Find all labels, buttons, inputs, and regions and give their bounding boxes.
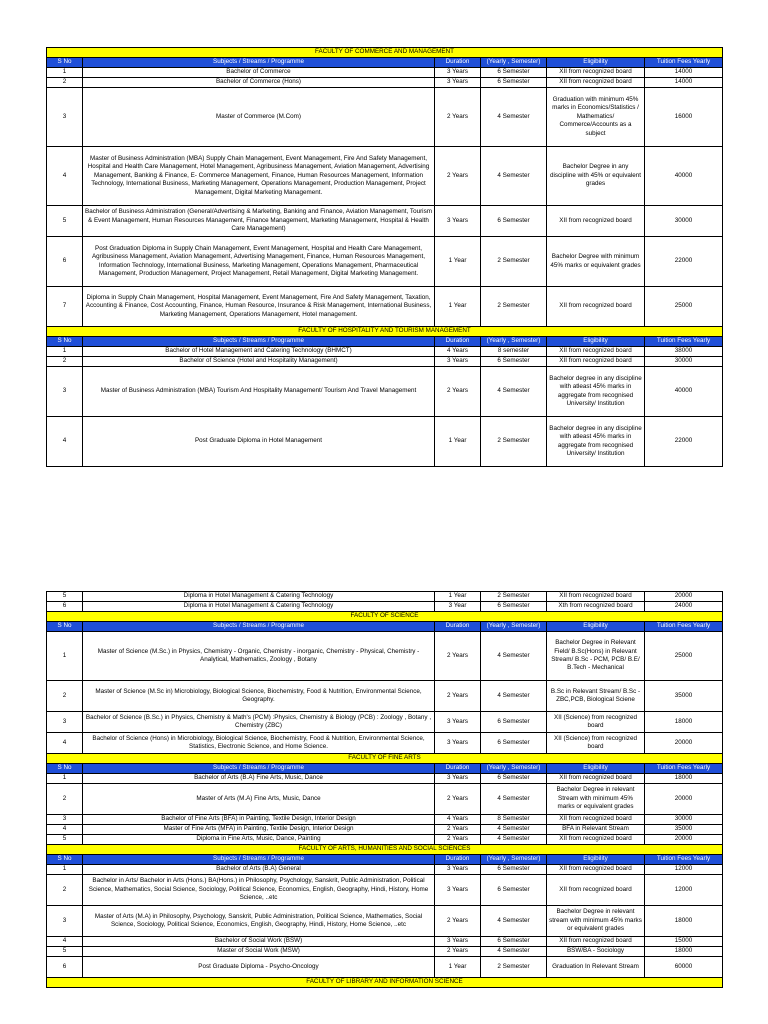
sno-cell: 4 [47,825,83,835]
duration-cell: 2 Years [435,632,481,681]
column-header-eligibility: Eligibility [547,337,645,347]
duration-cell: 2 Years [435,147,481,206]
duration-cell: 3 Years [435,875,481,906]
semester-cell: 6 Semester [481,733,547,754]
programme-cell: Bachelor of Fine Arts (BFA) in Painting, Textile Design, Interior Design [83,815,435,825]
sno-cell: 3 [47,712,83,733]
faculty-heading-row [47,327,723,337]
column-header-row [47,337,723,347]
column-header-subjects: Subjects / Streams / Programme [83,58,435,68]
semester-cell: 4 Semester [481,947,547,957]
programme-cell: Diploma in Hotel Management & Catering Technology [83,602,435,612]
table-row [47,88,723,147]
eligibility-cell: XII (Science) from recognized board [547,733,645,754]
semester-cell: 4 Semester [481,906,547,937]
column-header-duration: Duration [435,337,481,347]
semester-cell: 4 Semester [481,367,547,417]
sno-cell: 1 [47,865,83,875]
sno-cell: 5 [47,947,83,957]
fees-cell: 30000 [645,357,723,367]
duration-cell: 3 Years [435,733,481,754]
duration-cell: 1 Year [435,417,481,467]
table-row [47,865,723,875]
fees-cell: 20000 [645,784,723,815]
eligibility-cell: Graduation with minimum 45% marks in Economics/Statistics / Mathematics/ Commerce/Accounts as a subject [547,88,645,147]
fees-cell: 18000 [645,906,723,937]
table-row [47,774,723,784]
duration-cell: 1 Year [435,237,481,287]
eligibility-cell: Bachelor degree in any discipline with atleast 45% marks in aggregate from recognised University/ Institution [547,367,645,417]
semester-cell: 4 Semester [481,825,547,835]
column-header-semester: (Yearly , Semester) [481,337,547,347]
duration-cell: 2 Years [435,906,481,937]
duration-cell: 3 Years [435,206,481,237]
sno-cell: 2 [47,357,83,367]
programme-cell: Bachelor of Social Work (BSW) [83,937,435,947]
semester-cell: 8 Semester [481,815,547,825]
semester-cell: 6 Semester [481,357,547,367]
sno-cell: 2 [47,784,83,815]
programme-cell: Diploma in Fine Arts, Music, Dance, Painting [83,835,435,845]
fees-cell: 35000 [645,825,723,835]
eligibility-cell: XII (Science) from recognized board [547,712,645,733]
semester-cell: 6 Semester [481,78,547,88]
faculty-title: FACULTY OF HOSPITALITY AND TOURISM MANAGEMENT [47,327,723,337]
duration-cell: 3 Year [435,602,481,612]
semester-cell: 6 Semester [481,206,547,237]
duration-cell: 3 Years [435,712,481,733]
table-row [47,957,723,978]
faculty-title: FACULTY OF COMMERCE AND MANAGEMENT [47,48,723,58]
table-row [47,237,723,287]
fees-cell: 18000 [645,712,723,733]
sno-cell: 1 [47,68,83,78]
faculty-heading-row [47,754,723,764]
sno-cell: 3 [47,88,83,147]
semester-cell: 6 Semester [481,774,547,784]
semester-cell: 2 Semester [481,237,547,287]
sno-cell: 3 [47,906,83,937]
column-header-duration: Duration [435,58,481,68]
programme-cell: Master of Fine Arts (MFA) in Painting, Textile Design, Interior Design [83,825,435,835]
duration-cell: 4 Years [435,347,481,357]
fees-cell: 12000 [645,875,723,906]
column-header-sno: S No [47,855,83,865]
column-header-eligibility: Eligibility [547,58,645,68]
semester-cell: 4 Semester [481,784,547,815]
duration-cell: 3 Years [435,774,481,784]
fees-cell: 15000 [645,937,723,947]
table-row [47,602,723,612]
eligibility-cell: XII from recognized board [547,815,645,825]
column-header-row [47,855,723,865]
column-header-row [47,58,723,68]
sno-cell: 2 [47,681,83,712]
fee-table-2 [46,591,723,988]
eligibility-cell: XII from recognized board [547,68,645,78]
semester-cell: 4 Semester [481,88,547,147]
fees-cell: 22000 [645,237,723,287]
eligibility-cell: XII from recognized board [547,287,645,327]
sno-cell: 1 [47,347,83,357]
sno-cell: 2 [47,875,83,906]
duration-cell: 2 Years [435,835,481,845]
faculty-heading-row [47,845,723,855]
programme-cell: Master of Social Work (MSW) [83,947,435,957]
semester-cell: 6 Semester [481,865,547,875]
table-row [47,78,723,88]
duration-cell: 3 Years [435,78,481,88]
table-row [47,835,723,845]
column-header-subjects: Subjects / Streams / Programme [83,764,435,774]
eligibility-cell: Bachelor degree in any discipline with atleast 45% marks in aggregate from recognised University/ Institution [547,417,645,467]
duration-cell: 3 Years [435,937,481,947]
eligibility-cell: XII from recognized board [547,875,645,906]
fees-cell: 30000 [645,206,723,237]
table-row [47,825,723,835]
semester-cell: 2 Semester [481,417,547,467]
sno-cell: 5 [47,592,83,602]
sno-cell: 6 [47,237,83,287]
sno-cell: 1 [47,774,83,784]
sno-cell: 5 [47,835,83,845]
table-row [47,815,723,825]
column-header-eligibility: Eligibility [547,764,645,774]
table-row [47,147,723,206]
column-header-fees: Tuition Fees Yearly [645,58,723,68]
sno-cell: 7 [47,287,83,327]
duration-cell: 2 Years [435,825,481,835]
sno-cell: 6 [47,602,83,612]
semester-cell: 2 Semester [481,592,547,602]
column-header-semester: (Yearly , Semester) [481,764,547,774]
column-header-fees: Tuition Fees Yearly [645,622,723,632]
faculty-title: FACULTY OF LIBRARY AND INFORMATION SCIENCE [47,978,723,988]
table-row [47,632,723,681]
eligibility-cell: B.Sc in Relevant Stream/ B.Sc - ZBC,PCB, Biological Sciene [547,681,645,712]
column-header-semester: (Yearly , Semester) [481,855,547,865]
programme-cell: Master of Arts (M.A) in Philosophy, Psychology, Sanskrit, Public Administration, Political Science, Mathematics, Social Science, Sociology, Political Science, Economics, English, Geography, Hindi, History, Home Science, ..etc [83,906,435,937]
column-header-sno: S No [47,622,83,632]
table-row [47,68,723,78]
table-row [47,417,723,467]
fees-cell: 38000 [645,347,723,357]
sno-cell: 3 [47,367,83,417]
fees-cell: 12000 [645,865,723,875]
eligibility-cell: Bachelor Degree in relevant stream with minimum 45% marks or equivalent grades [547,906,645,937]
programme-cell: Bachelor of Business Administration (General/Advertising & Marketing, Banking and Finance, Aviation Management, Tourism & Event Management, Human Resources Management, Finance Management, Marketing Management, Hospital & Health Care Management) [83,206,435,237]
eligibility-cell: BSW/BA - Sociology [547,947,645,957]
duration-cell: 3 Years [435,357,481,367]
table-row [47,733,723,754]
sno-cell: 4 [47,147,83,206]
fees-cell: 40000 [645,367,723,417]
sno-cell: 3 [47,815,83,825]
programme-cell: Bachelor of Commerce [83,68,435,78]
duration-cell: 1 Year [435,287,481,327]
eligibility-cell: Bachelor Degree in relevant Stream with minimum 45% marks or equivalent grades [547,784,645,815]
programme-cell: Post Graduation Diploma in Supply Chain Management, Event Management, Hospital and Health Care Management, Agribusiness Management, Aviation Management, Advertising Management, Finance, Human Resources Management, Information Technology, International Business, Marketing Management, Operations Management, Pharmaceutical Management, Production Management, Project Management, Retail Management, Digital Marketing Management. [83,237,435,287]
eligibility-cell: BFA in Relevant Stream [547,825,645,835]
programme-cell: Bachelor in Arts/ Bachelor in Arts (Hons.) BA(Hons.) in Philosophy, Psychology, Sanskrit, Public Administration, Political Science, Mathematics, Social Science, Sociology, Political Science, Economics, English, Geography, Hindi, History, Home Science, ..etc [83,875,435,906]
eligibility-cell: XII from recognized board [547,78,645,88]
programme-cell: Bachelor of Arts (B.A) Fine Arts, Music, Dance [83,774,435,784]
faculty-heading-row [47,612,723,622]
programme-cell: Diploma in Supply Chain Management, Hospital Management, Event Management, Fire And Safety Management, Taxation, Accounting & Finance, Cost Accounting, Finance, Human Resource, Insurance & Risk Management, International Business, Marketing Management, Operations Management, Hotel management. [83,287,435,327]
fees-cell: 40000 [645,147,723,206]
table-row [47,347,723,357]
column-header-eligibility: Eligibility [547,622,645,632]
column-header-subjects: Subjects / Streams / Programme [83,622,435,632]
fees-cell: 60000 [645,957,723,978]
semester-cell: 4 Semester [481,681,547,712]
programme-cell: Post Graduate Diploma in Hotel Management [83,417,435,467]
table-row [47,875,723,906]
eligibility-cell: XII from recognized board [547,592,645,602]
table-row [47,681,723,712]
column-header-row [47,622,723,632]
table-row [47,357,723,367]
semester-cell: 6 Semester [481,937,547,947]
programme-cell: Bachelor of Science (Hons) in Microbiology, Biological Science, Biochemistry, Food & Nutrition, Environmental Science, Statistics, Electronic Science, and Home Science. [83,733,435,754]
duration-cell: 3 Years [435,68,481,78]
column-header-subjects: Subjects / Streams / Programme [83,855,435,865]
duration-cell: 2 Years [435,784,481,815]
table-row [47,712,723,733]
duration-cell: 1 Year [435,592,481,602]
column-header-eligibility: Eligibility [547,855,645,865]
eligibility-cell: Graduation In Relevant Stream [547,957,645,978]
programme-cell: Master of Science (M.Sc in) Microbiology, Biological Science, Biochemistry, Food & Nutrition, Environmental Science, Geography. [83,681,435,712]
eligibility-cell: Bachelor Degree in any discipline with 45% or equivalent grades [547,147,645,206]
sno-cell: 2 [47,78,83,88]
programme-cell: Diploma in Hotel Management & Catering Technology [83,592,435,602]
programme-cell: Bachelor of Science (B.Sc.) in Physics, Chemistry & Math's (PCM) :Physics, Chemistry & Biology (PCB) : Zoology , Botany , Chemistry (ZBC) [83,712,435,733]
eligibility-cell: XII from recognized board [547,835,645,845]
faculty-heading-row [47,48,723,58]
semester-cell: 8 semester [481,347,547,357]
sno-cell: 4 [47,937,83,947]
semester-cell: 4 Semester [481,147,547,206]
programme-cell: Master of Commerce (M.Com) [83,88,435,147]
fees-cell: 25000 [645,632,723,681]
column-header-duration: Duration [435,622,481,632]
duration-cell: 2 Years [435,367,481,417]
fees-cell: 20000 [645,592,723,602]
semester-cell: 6 Semester [481,712,547,733]
sno-cell: 5 [47,206,83,237]
table-row [47,592,723,602]
fees-cell: 14000 [645,68,723,78]
sno-cell: 1 [47,632,83,681]
programme-cell: Bachelor of Arts (B.A) General [83,865,435,875]
semester-cell: 6 Semester [481,602,547,612]
fees-cell: 16000 [645,88,723,147]
column-header-fees: Tuition Fees Yearly [645,337,723,347]
eligibility-cell: Xth from recognized board [547,602,645,612]
duration-cell: 2 Years [435,88,481,147]
fees-cell: 14000 [645,78,723,88]
fees-cell: 20000 [645,733,723,754]
sno-cell: 4 [47,733,83,754]
column-header-semester: (Yearly , Semester) [481,622,547,632]
table-row [47,937,723,947]
fees-cell: 25000 [645,287,723,327]
programme-cell: Post Graduate Diploma - Psycho-Oncology [83,957,435,978]
column-header-duration: Duration [435,855,481,865]
programme-cell: Master of Business Administration (MBA) Supply Chain Management, Event Management, Fire And Safety Management, Hospital and Health Care Management, Hotel Management, Agribusiness Management, Aviation Management, Advertising Management, Banking & Finance, E- Commerce Management, Finance, Human Resources Management, Information Technology, International Business, Marketing Management, Operations Management, Production Management, Project Management, Digital Marketing Management. [83,147,435,206]
semester-cell: 6 Semester [481,875,547,906]
eligibility-cell: XII from recognized board [547,206,645,237]
eligibility-cell: Bachelor Degree in Relevant Field/ B.Sc(Hons) in Relevant Stream/ B.Sc - PCM, PCB/ B.E/ B.Tech - Mechanical [547,632,645,681]
column-header-fees: Tuition Fees Yearly [645,764,723,774]
fee-table-1 [46,47,723,467]
fees-cell: 24000 [645,602,723,612]
duration-cell: 1 Year [435,957,481,978]
semester-cell: 4 Semester [481,632,547,681]
semester-cell: 2 Semester [481,287,547,327]
table-row [47,287,723,327]
duration-cell: 3 Years [435,865,481,875]
duration-cell: 2 Years [435,947,481,957]
semester-cell: 2 Semester [481,957,547,978]
programme-cell: Master of Science (M.Sc.) in Physics, Chemistry - Organic, Chemistry - inorganic, Chemistry - Physical, Chemistry - Analytical, Mathematics, Zoology , Botany [83,632,435,681]
column-header-sno: S No [47,764,83,774]
eligibility-cell: XII from recognized board [547,865,645,875]
sno-cell: 6 [47,957,83,978]
column-header-semester: (Yearly , Semester) [481,58,547,68]
faculty-title: FACULTY OF FINE ARTS [47,754,723,764]
fees-cell: 18000 [645,774,723,784]
duration-cell: 2 Years [435,681,481,712]
fees-cell: 18000 [645,947,723,957]
table-row [47,206,723,237]
table-row [47,784,723,815]
semester-cell: 4 Semester [481,835,547,845]
sno-cell: 4 [47,417,83,467]
faculty-title: FACULTY OF SCIENCE [47,612,723,622]
programme-cell: Master of Business Administration (MBA) Tourism And Hospitality Management/ Tourism And Travel Management [83,367,435,417]
eligibility-cell: XII from recognized board [547,937,645,947]
table-row [47,906,723,937]
column-header-subjects: Subjects / Streams / Programme [83,337,435,347]
column-header-sno: S No [47,337,83,347]
column-header-sno: S No [47,58,83,68]
programme-cell: Bachelor of Science (Hotel and Hospitality Management) [83,357,435,367]
faculty-heading-row [47,978,723,988]
duration-cell: 4 Years [435,815,481,825]
eligibility-cell: Bachelor Degree with minimum 45% marks or equivalent grades [547,237,645,287]
column-header-duration: Duration [435,764,481,774]
table-row [47,367,723,417]
eligibility-cell: XII from recognized board [547,357,645,367]
programme-cell: Bachelor of Hotel Management and Catering Technology (BHMCT) [83,347,435,357]
semester-cell: 6 Semester [481,68,547,78]
fees-cell: 20000 [645,835,723,845]
column-header-row [47,764,723,774]
table-row [47,947,723,957]
eligibility-cell: XII from recognized board [547,347,645,357]
programme-cell: Master of Arts (M.A) Fine Arts, Music, Dance [83,784,435,815]
fees-cell: 30000 [645,815,723,825]
programme-cell: Bachelor of Commerce (Hons) [83,78,435,88]
column-header-fees: Tuition Fees Yearly [645,855,723,865]
eligibility-cell: XII from recognized board [547,774,645,784]
faculty-title: FACULTY OF ARTS, HUMANITIES AND SOCIAL SCIENCES [47,845,723,855]
fees-cell: 22000 [645,417,723,467]
fees-cell: 35000 [645,681,723,712]
